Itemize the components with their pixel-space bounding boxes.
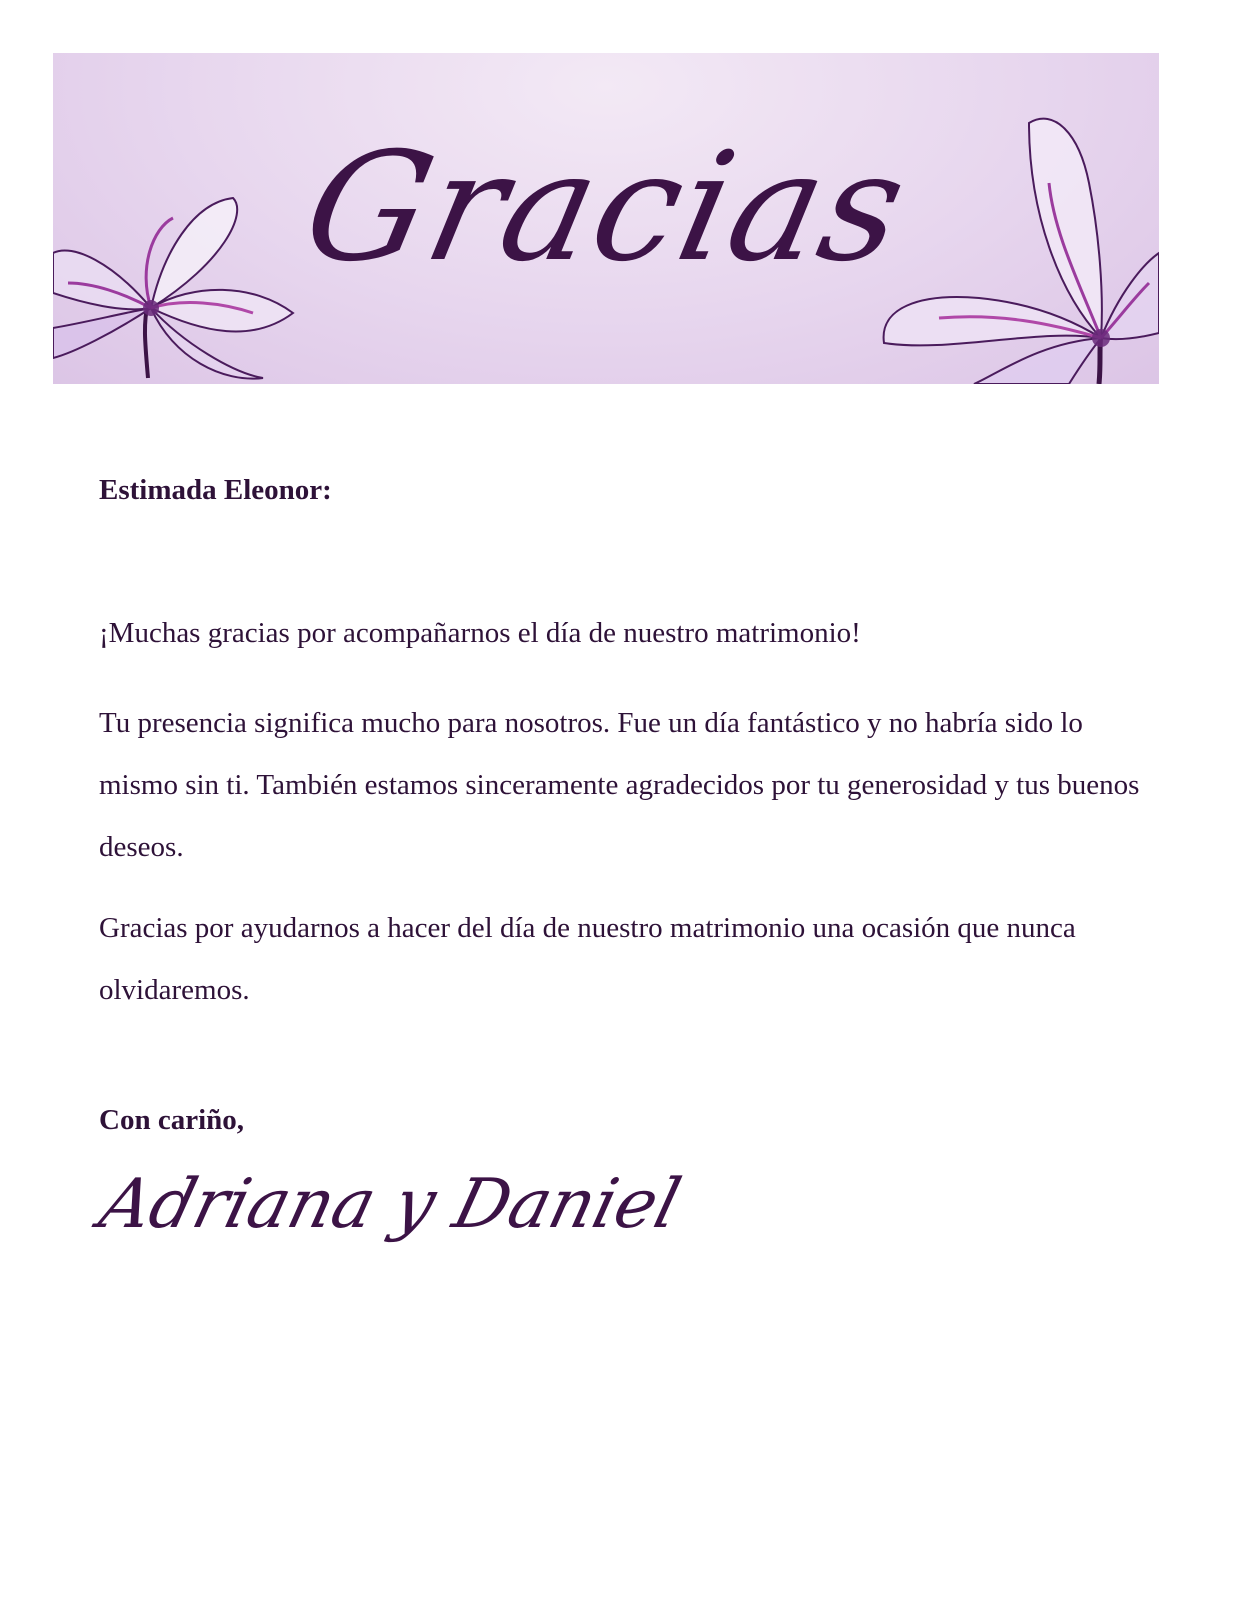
closing: Con cariño, (99, 1104, 244, 1136)
header-banner (53, 53, 1159, 384)
page-title: Gracias (290, 121, 922, 295)
body-paragraph: Tu presencia significa mucho para nosotros. Fue un día fantástico y no habría sido lo mismo sin ti. También estamos sinceramente agradecidos por tu generosidad y tus buenos deseos. (99, 707, 1140, 863)
body-paragraph: Gracias por ayudarnos a hacer del día de nuestro matrimonio una ocasión que nunca olvidaremos. (99, 912, 1076, 1006)
body-paragraph: ¡Muchas gracias por acompañarnos el día de nuestro matrimonio! (99, 617, 861, 649)
salutation: Estimada Eleonor: (99, 474, 332, 506)
signature: Adriana y Daniel (92, 1165, 688, 1244)
flower-icon (879, 103, 1159, 384)
